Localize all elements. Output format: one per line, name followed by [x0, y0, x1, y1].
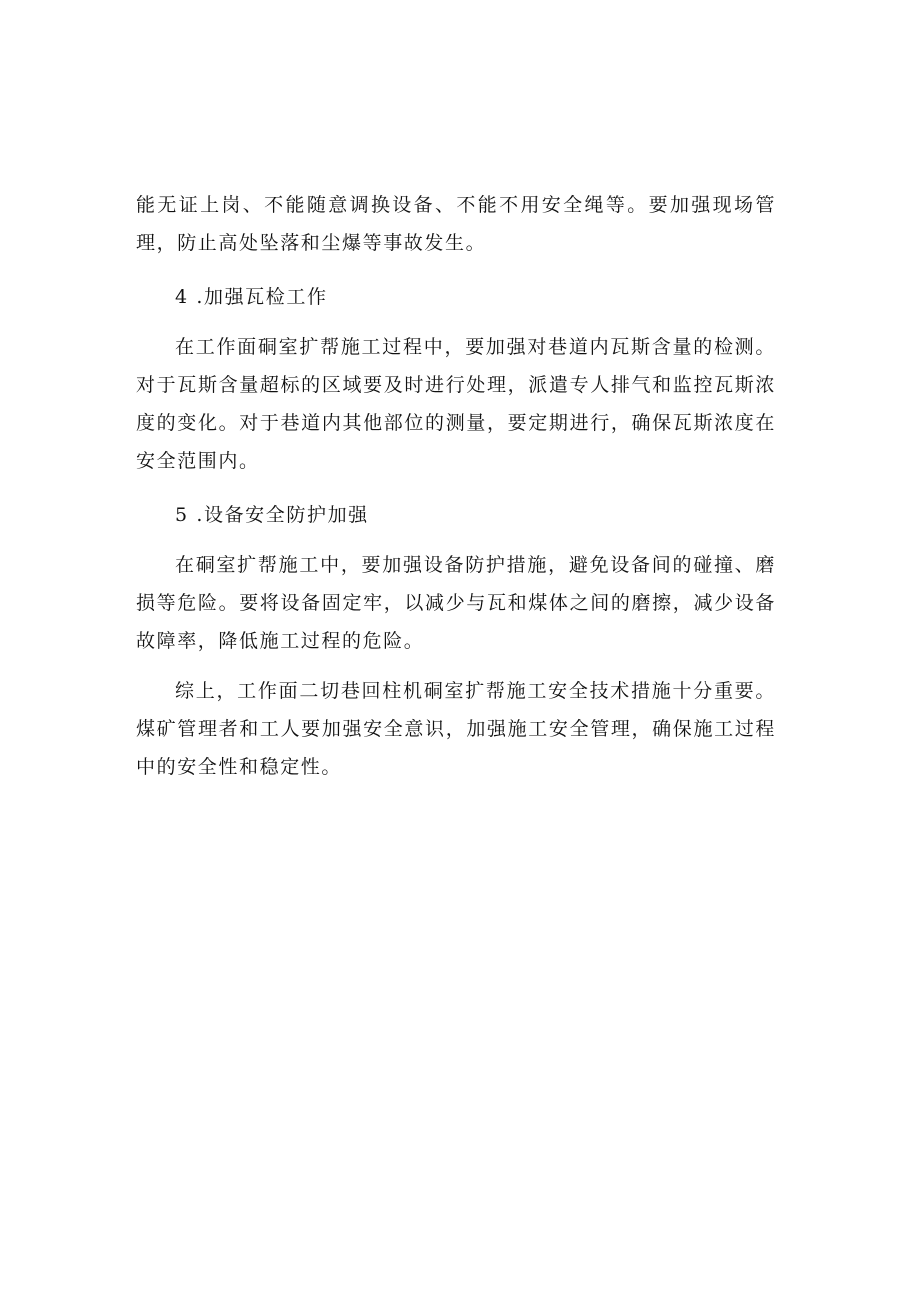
section-5-heading: 5 .设备安全防护加强	[175, 504, 369, 526]
section-4-paragraph: 在工作面硐室扩帮施工过程中，要加强对巷道内瓦斯含量的检测。对于瓦斯含量超标的区域要及时进行处理，派遣专人排气和监控瓦斯浓度的变化。对于巷道内其他部位的测量，要定期进行，确保瓦斯浓度在安全范围内。	[136, 336, 776, 472]
spacer	[136, 534, 776, 546]
section-5-paragraph: 在硐室扩帮施工中，要加强设备防护措施，避免设备间的碰撞、磨损等危险。要将设备固定牢，以减少与瓦和煤体之间的磨擦，减少设备故障率，降低施工过程的危险。	[136, 554, 776, 652]
spacer	[136, 316, 776, 328]
section-4-heading: 4 .加强瓦检工作	[175, 286, 328, 308]
continuation-paragraph: 能无证上岗、不能随意调换设备、不能不用安全绳等。要加强现场管理，防止高处坠落和尘爆等事故发生。	[136, 194, 776, 254]
conclusion-paragraph: 综上，工作面二切巷回柱机硐室扩帮施工安全技术措施十分重要。煤矿管理者和工人要加强安全意识，加强施工安全管理，确保施工过程中的安全性和稳定性。	[136, 680, 776, 778]
spacer	[136, 660, 776, 672]
spacer	[136, 262, 776, 278]
spacer	[136, 480, 776, 496]
document-page	[136, 186, 776, 786]
